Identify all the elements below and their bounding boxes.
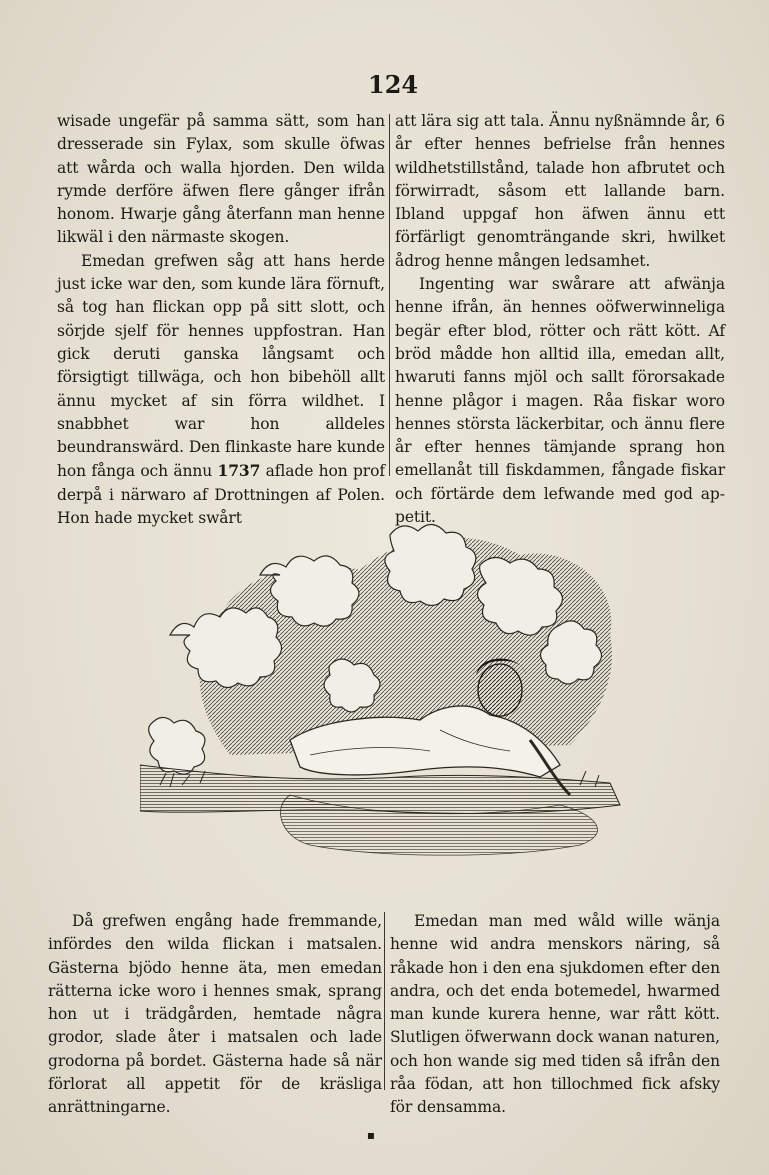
column-left-bottom bbox=[48, 910, 382, 1117]
paragraph: Emedan man med wåld wille wänja henne wid andra menskors näring, så råkade hon i den ena sjukdomen efter den andra, och det enda botemedel, hwarmed man kunde kurera henne, war rått kött. Slutligen öfwerwann dock wanan naturen, och hon wande sig med tiden så ifrån den råa födan, att hon tillochmed fick afsky för densamma. bbox=[390, 912, 720, 1117]
illustration-wild-girl bbox=[140, 515, 630, 880]
paragraph: Då grefwen engång hade fremmande, infördes den wilda flickan i matsalen. Gästerna bjödo henne äta, men emedan rätterna icke woro i hennes smak, sprang hon ut i trädgården, hemtade några grodor, slade åter i matsalen och lade grodorna på bordet. Gästerna hade så när förlorat all appetit för de kräsliga anrättningarne. bbox=[48, 912, 382, 1117]
column-right-bottom bbox=[390, 910, 720, 1117]
paragraph: Ingenting war swårare att afwänja henne ifrån, än hennes oöfwerwinneliga begär efter blod, rötter och rätt kött. Af bröd mådde hon alltid illa, emedan allt, hwaruti fanns mjöl och sallt förorsakade henne plågor i magen. Råa fiskar woro hennes största läckerbitar, och ännu flere år efter hennes tämjande sprang hon emellanåt till fiskdammen, fångade fiskar och förtärde dem lefwande med god appetit. bbox=[395, 275, 725, 527]
paragraph-text: aflade hon prof derpå i närwaro af Drottningen af Polen. Hon hade mycket swårt bbox=[57, 462, 385, 528]
footer-mark: ▪ bbox=[366, 1128, 376, 1142]
paragraph bbox=[57, 250, 385, 531]
paragraph: wisade ungefär på samma sätt, som han dresserade sin Fylax, som skulle öfwas att wårda och walla hjorden. Den wilda rymde derföre äfwen flere gånger ifrån honom. Hwarje gång återfann man henne likwäl i den närmaste skogen. bbox=[57, 112, 385, 247]
column-divider bbox=[384, 912, 385, 1090]
column-right-top bbox=[395, 110, 725, 527]
year: 1737 bbox=[217, 461, 261, 481]
column-left-top bbox=[57, 110, 385, 528]
paragraph: att lära sig att tala. Ännu nyßnämnde år, 6 år efter hennes befrielse från hennes wildhetstillstånd, talade hon afbrutet och förwirradt, såsom ett lallande barn. Ibland uppgaf hon äfwen ännu ett förfärligt genomträngande skri, hwilket ådrog henne mången ledsamhet. bbox=[395, 112, 725, 270]
column-divider bbox=[389, 114, 390, 476]
paragraph-text: Emedan grefwen såg att hans herde just icke war den, som kunde lära förnuft, så tog han flickan opp på sitt slott, och sörjde sjelf för hennes uppfostran. Han gick deruti ganska långsamt och försigtigt tillwäga, och hon bibehöll allt ännu mycket af sin förra wildhet. I snabbhet war hon alldeles beundranswärd. Den flinkaste hare kunde hon fånga och ännu bbox=[57, 251, 385, 481]
page-number: 124 bbox=[368, 70, 419, 99]
